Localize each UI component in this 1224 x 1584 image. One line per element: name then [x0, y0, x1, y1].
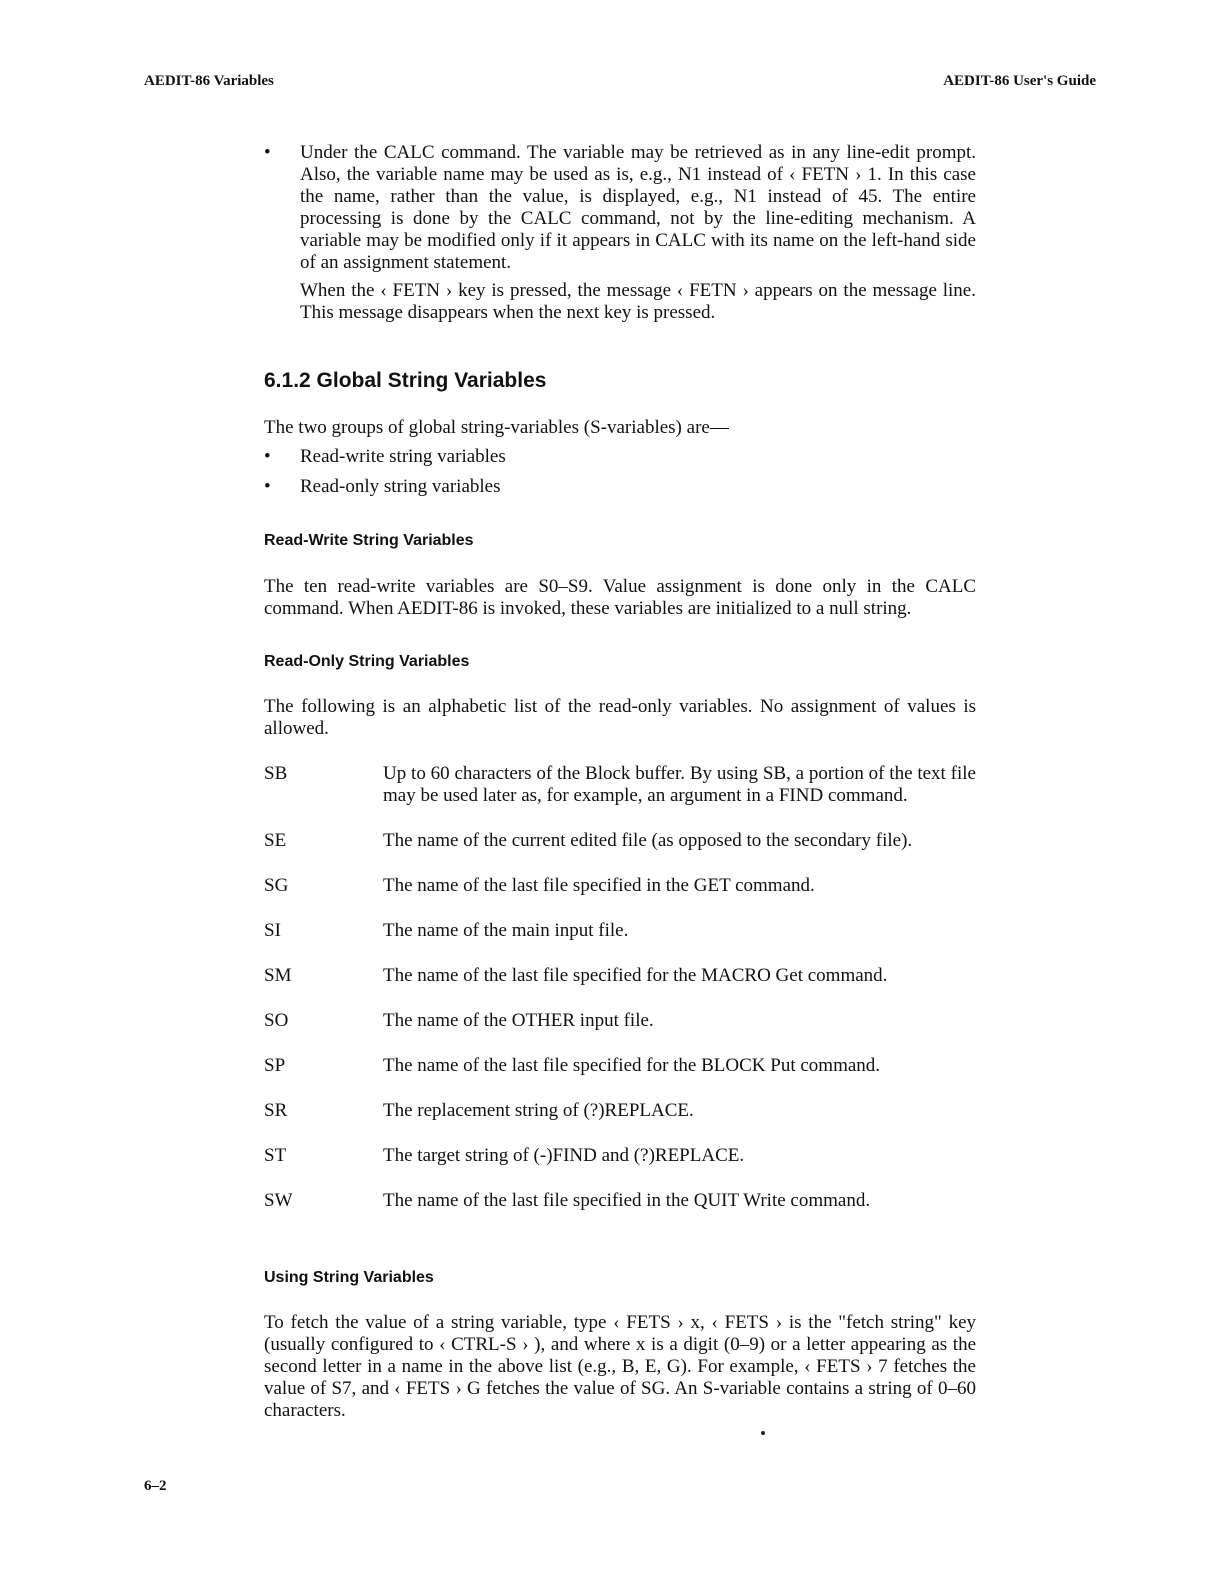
group-item-label: Read-only string variables: [300, 476, 501, 497]
using-text: To fetch the value of a string variable, type ‹ FETS › x, ‹ FETS › is the "fetch string" key (usually configured to ‹ CTRL-S › ), and where x is a digit (0–9) or a letter appearing as the second letter in a name in the above list (e.g., B, E, G). For example, ‹ FETS › 7 fetches the value of S7, and ‹ FETS › G fetches the value of SG. An S-variable contains a string of 0–60 characters.: [264, 1312, 976, 1421]
variable-row: [264, 1100, 976, 1122]
variable-description: The name of the current edited file (as opposed to the secondary file).: [383, 830, 913, 851]
variable-name: SO: [264, 1010, 289, 1031]
variable-row: [264, 1190, 976, 1212]
variable-description: The replacement string of (?)REPLACE.: [383, 1100, 694, 1121]
running-header-left: AEDIT-86 Variables: [144, 73, 274, 89]
variable-description: Up to 60 characters of the Block buffer. By using SB, a portion of the text file may be used later as, for example, an argument in a FIND command.: [383, 763, 976, 806]
variable-name: SR: [264, 1100, 288, 1121]
variable-description: The name of the last file specified for the BLOCK Put command.: [383, 1055, 881, 1076]
variable-description: The target string of (-)FIND and (?)REPLACE.: [383, 1145, 745, 1166]
read-write-heading: Read-Write String Variables: [264, 532, 474, 549]
section-lead: The two groups of global string-variables (S-variables) are—: [264, 417, 729, 438]
group-item: [264, 476, 976, 498]
running-header-right: AEDIT-86 User's Guide: [943, 73, 1096, 89]
variable-row: [264, 1055, 976, 1077]
variable-name: SW: [264, 1190, 293, 1211]
section-heading: 6.1.2 Global String Variables: [264, 369, 547, 392]
print-speck: [761, 1431, 765, 1435]
variable-description: The name of the OTHER input file.: [383, 1010, 654, 1031]
using-heading: Using String Variables: [264, 1269, 434, 1286]
variable-name: SM: [264, 965, 292, 986]
variable-row: [264, 1010, 976, 1032]
variable-description: The name of the last file specified for the MACRO Get command.: [383, 965, 888, 986]
variable-description: The name of the last file specified in the GET command.: [383, 875, 815, 896]
fetn-paragraph: When the ‹ FETN › key is pressed, the message ‹ FETN › appears on the message line. This message disappears when the next key is pressed.: [300, 280, 976, 323]
variable-description: The name of the main input file.: [383, 920, 629, 941]
calc-bullet-text: Under the CALC command. The variable may be retrieved as in any line-edit prompt. Also, the variable name may be used as is, e.g., N1 instead of ‹ FETN › 1. In this case the name, rather than the value, is displayed, e.g., N1 instead of 45. The entire processing is done by the CALC command, not by the line-editing mechanism. A variable may be modified only if it appears in CALC with its name on the left-hand side of an assignment statement.: [300, 142, 976, 273]
variable-row: [264, 763, 976, 807]
variable-row: [264, 920, 976, 942]
variable-name: ST: [264, 1145, 287, 1166]
variable-row: [264, 875, 976, 897]
bullet-icon: •: [264, 446, 271, 467]
variable-name: SB: [264, 763, 288, 784]
variable-name: SE: [264, 830, 287, 851]
read-write-text: The ten read-write variables are S0–S9. Value assignment is done only in the CALC command. When AEDIT-86 is invoked, these variables are initialized to a null string.: [264, 576, 976, 619]
read-only-variable-list: [264, 763, 976, 1212]
group-item: [264, 446, 976, 468]
variable-row: [264, 830, 976, 852]
group-item-label: Read-write string variables: [300, 446, 506, 467]
variable-row: [264, 1145, 976, 1167]
bullet-icon: •: [264, 142, 271, 163]
variable-name: SG: [264, 875, 289, 896]
variable-name: SI: [264, 920, 281, 941]
calc-bullet: [264, 142, 976, 274]
variable-row: [264, 965, 976, 987]
page-number: 6–2: [144, 1478, 167, 1494]
variable-name: SP: [264, 1055, 286, 1076]
bullet-icon: •: [264, 476, 271, 497]
variable-description: The name of the last file specified in the QUIT Write command.: [383, 1190, 871, 1211]
read-only-heading: Read-Only String Variables: [264, 653, 470, 670]
read-only-text: The following is an alphabetic list of the read-only variables. No assignment of values is allowed.: [264, 696, 976, 739]
